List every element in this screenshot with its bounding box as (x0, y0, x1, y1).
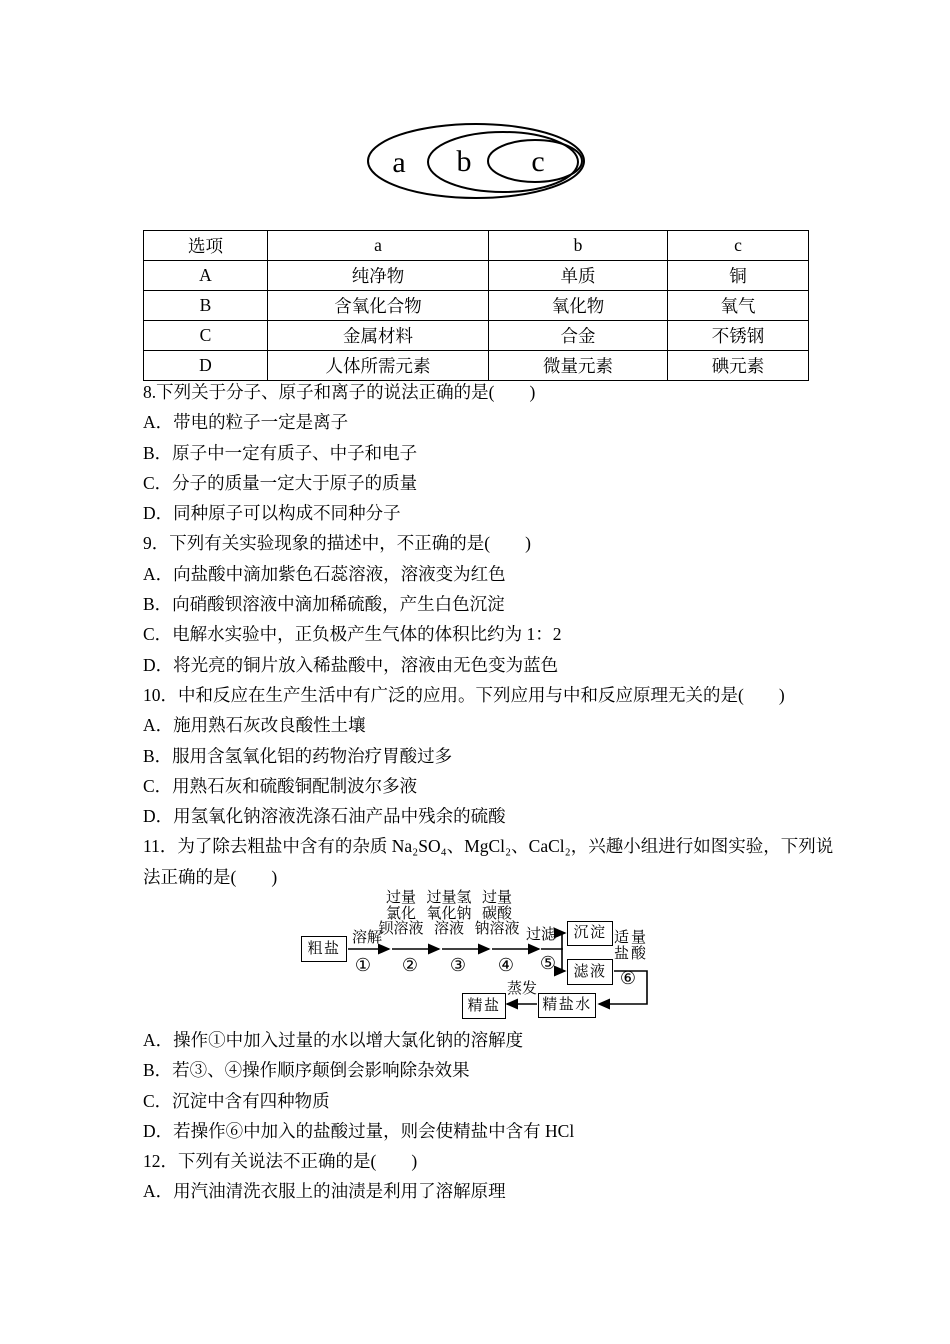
table-header-a: a (268, 231, 489, 261)
question-10-option-c: C．用熟石灰和硫酸铜配制波尔多液 (143, 775, 418, 796)
options-table (143, 230, 809, 381)
flow-node-filtrate: 滤液 (567, 959, 613, 985)
flow-step-4-number: ④ (497, 955, 515, 975)
questions-block-upper (143, 377, 833, 892)
question-12-stem: 12．下列有关说法不正确的是( ) (143, 1151, 418, 1172)
questions-block-lower (143, 1025, 833, 1207)
table-cell: 人体所需元素 (268, 351, 489, 381)
question-9-option-b: B．向硝酸钡溶液中滴加稀硫酸，产生白色沉淀 (143, 594, 505, 615)
question-9-option-a: A．向盐酸中滴加紫色石蕊溶液，溶液变为红色 (143, 563, 506, 584)
question-8-option-b: B．原子中一定有质子、中子和电子 (143, 442, 418, 463)
table-cell: 碘元素 (668, 351, 809, 381)
table-header-option: 选项 (144, 231, 268, 261)
table-cell: D (144, 351, 268, 381)
flow-step-2-label-line: 过量 (385, 890, 416, 906)
question-11-stem-line1: 11．为了除去粗盐中含有的杂质 Na₂SO₄、MgCl₂、CaCl₂，兴趣小组进行如图实验，下列说 (143, 836, 834, 857)
question-8-option-a: A．带电的粒子一定是离子 (143, 412, 349, 433)
flow-node-precipitate: 沉淀 (567, 921, 613, 946)
flow-step-2-number: ② (401, 955, 419, 975)
question-11-option-a: A．操作①中加入过量的水以增大氯化钠的溶解度 (143, 1030, 524, 1050)
flow-evaporate-label: 蒸发 (506, 981, 537, 997)
flow-step-3-label (426, 891, 472, 938)
table-cell: 纯净物 (268, 261, 489, 291)
flow-step-3-label-line: 溶液 (433, 921, 464, 937)
question-11-stem-line2: 法正确的是( ) (143, 866, 278, 887)
question-10-option-b: B．服用含氢氧化铝的药物治疗胃酸过多 (143, 745, 453, 766)
table-cell: 合金 (489, 321, 668, 351)
question-8-stem: 8.下列关于分子、原子和离子的说法正确的是( ) (143, 382, 536, 402)
flow-node-refined-brine: 精盐水 (538, 993, 596, 1018)
flow-step-1-label: 溶解 (351, 930, 382, 946)
table-row (144, 321, 809, 351)
table-header-c: c (668, 231, 809, 261)
table-row (144, 291, 809, 321)
flow-step-3-label-line: 氧化钠 (426, 905, 472, 922)
flow-step-4-label (474, 891, 520, 938)
table-row (144, 351, 809, 381)
table-row (144, 261, 809, 291)
table-cell: A (144, 261, 268, 291)
table-header-b: b (489, 231, 668, 261)
table-cell: 铜 (668, 261, 809, 291)
flow-step-6-label-line: 适量 (613, 930, 648, 946)
purification-flow-diagram (295, 886, 710, 1026)
table-cell: 微量元素 (489, 351, 668, 381)
table-cell: C (144, 321, 268, 351)
flow-step-6-number: ⑥ (619, 968, 637, 988)
question-11-option-b: B．若③、④操作顺序颠倒会影响除杂效果 (143, 1060, 470, 1081)
venn-ellipse-b (428, 132, 578, 192)
question-9-option-d: D．将光亮的铜片放入稀盐酸中，溶液由无色变为蓝色 (143, 654, 559, 675)
flow-step-2-label-line: 钡溶液 (378, 921, 424, 937)
flow-step-4-label-line: 过量 (481, 890, 512, 906)
table-cell: 氧化物 (489, 291, 668, 321)
flow-node-coarse-salt: 粗盐 (301, 936, 347, 962)
table-header-row (144, 231, 809, 261)
question-10-stem: 10．中和反应在生产生活中有广泛的应用。下列应用与中和反应原理无关的是( ) (143, 684, 785, 705)
venn-diagram (358, 116, 593, 206)
venn-label-b: b (456, 145, 472, 178)
venn-label-a: a (392, 146, 406, 179)
question-12-option-a: A．用汽油清洗衣服上的油渍是利用了溶解原理 (143, 1181, 506, 1202)
flow-step-1-number: ① (354, 955, 372, 975)
flow-step-2-label (378, 891, 424, 938)
flow-step-2-label-line: 氯化 (385, 905, 416, 922)
table-cell: 单质 (489, 261, 668, 291)
flow-step-3-number: ③ (449, 955, 467, 975)
flow-step-4-label-line: 钠溶液 (474, 921, 520, 937)
flow-step-5-label: 过滤 (525, 927, 556, 943)
question-8-option-d: D．同种原子可以构成不同种分子 (143, 503, 401, 524)
flow-step-4-label-line: 碳酸 (481, 905, 512, 922)
table-cell: 金属材料 (268, 321, 489, 351)
table-cell: 不锈钢 (668, 321, 809, 351)
question-8-option-c: C．分子的质量一定大于原子的质量 (143, 472, 418, 493)
flow-step-3-label-line: 过量氢 (426, 890, 472, 906)
question-10-option-d: D．用氢氧化钠溶液洗涤石油产品中残余的硫酸 (143, 806, 506, 827)
table-cell: B (144, 291, 268, 321)
question-11-option-d: D．若操作⑥中加入的盐酸过量，则会使精盐中含有 HCl (143, 1120, 575, 1141)
table-cell: 含氧化合物 (268, 291, 489, 321)
question-9-stem: 9．下列有关实验现象的描述中，不正确的是( ) (143, 533, 531, 554)
table-cell: 氧气 (668, 291, 809, 321)
flow-node-refined-salt: 精盐 (462, 993, 506, 1019)
question-10-option-a: A．施用熟石灰改良酸性土壤 (143, 715, 366, 736)
question-9-option-c: C．电解水实验中，正负极产生气体的体积比约为 1：2 (143, 624, 562, 645)
question-11-option-c: C．沉淀中含有四种物质 (143, 1090, 330, 1111)
flow-step-6-label (611, 930, 651, 962)
venn-label-c: c (531, 145, 545, 178)
flow-step-5-number: ⑤ (539, 953, 557, 973)
flow-step-6-label-line: 盐酸 (613, 946, 648, 962)
